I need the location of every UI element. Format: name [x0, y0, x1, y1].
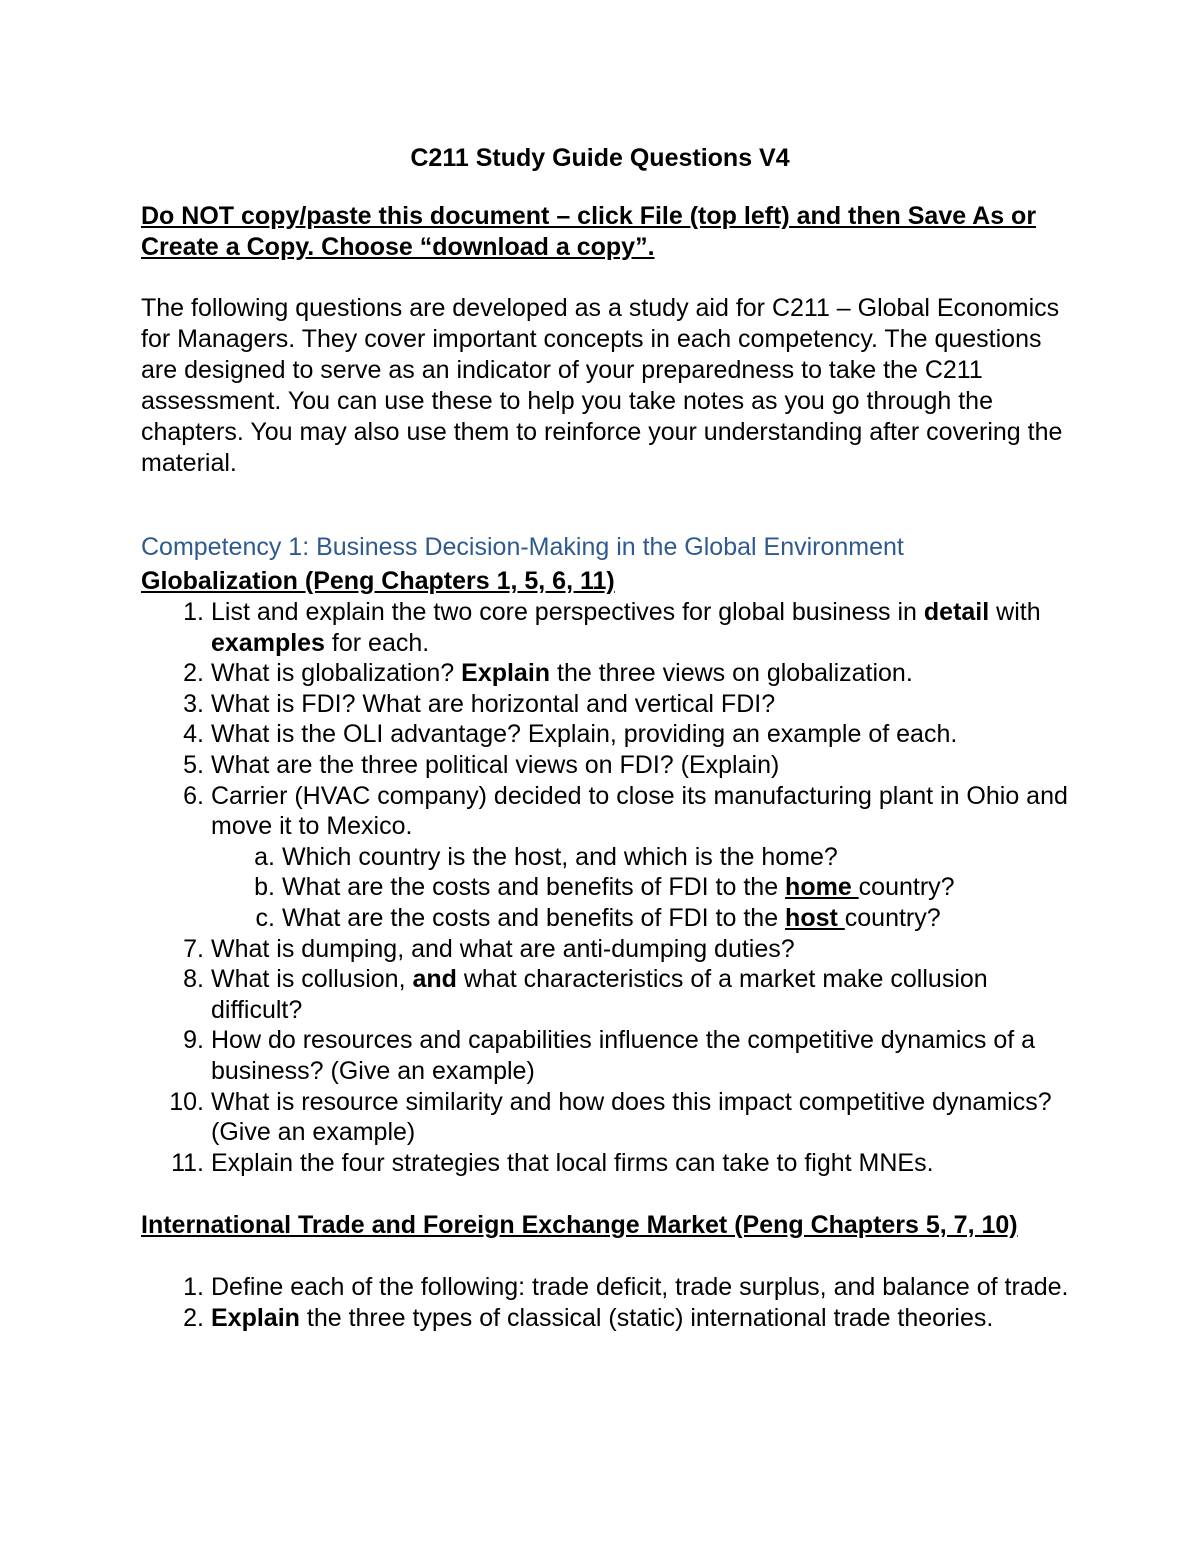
list-item: 2. Explain the three types of classical (static) international trade theories.: [0, 1303, 1200, 1334]
item-number: 5.: [183, 750, 204, 779]
item-number: 7.: [183, 934, 204, 963]
document-title: C211 Study Guide Questions V4: [410, 144, 790, 172]
sub-list-item: a. Which country is the host, and which is the home?: [211, 842, 1080, 873]
list-item: 9. How do resources and capabilities influence the competitive dynamics of a business? (Give an example): [0, 1025, 1200, 1086]
item-number: 1.: [183, 1273, 204, 1301]
item-number: 11.: [171, 1148, 204, 1177]
list-item: 7. What is dumping, and what are anti-dumping duties?: [0, 934, 1200, 965]
list-item: 1. List and explain the two core perspectives for global business in detail with examples for each.: [0, 597, 1200, 658]
item-number: 1.: [183, 598, 204, 626]
list-item: 3. What is FDI? What are horizontal and vertical FDI?: [0, 689, 1200, 720]
sub-list-item: b. What are the costs and benefits of FDI to the home country?: [211, 872, 1080, 903]
item-number: 8.: [183, 965, 204, 994]
globalization-question-list: [0, 597, 1200, 1178]
item-number: 2.: [183, 659, 204, 688]
sub-item-letter: c.: [255, 903, 275, 932]
list-item: 1. Define each of the following: trade deficit, trade surplus, and balance of trade.: [0, 1272, 1200, 1303]
sub-list-item: c. What are the costs and benefits of FDI to the host country?: [211, 903, 1080, 934]
item-number: 6.: [183, 781, 204, 810]
item-number: 10.: [169, 1087, 204, 1116]
list-item: 8. What is collusion, and what characteristics of a market make collusion difficult?: [0, 964, 1200, 1025]
list-item: 10. What is resource similarity and how does this impact competitive dynamics? (Give an example): [0, 1087, 1200, 1148]
competency-1-heading: Competency 1: Business Decision-Making in the Global Environment: [141, 533, 904, 561]
sub-question-list: [211, 842, 1080, 934]
list-item: 5. What are the three political views on FDI? (Explain): [0, 750, 1200, 781]
intro-paragraph: The following questions are developed as a study aid for C211 – Global Economics for Managers. They cover important concepts in each competency. The questions are designed to serve as an indicator of your preparedness to take the C211 assessment. You can use these to help you take notes as you go through the chapters. You may also use them to reinforce your understanding after covering the material.: [141, 294, 1063, 477]
list-item: 11. Explain the four strategies that local firms can take to fight MNEs.: [0, 1148, 1200, 1179]
globalization-heading: Globalization (Peng Chapters 1, 5, 6, 11): [141, 567, 615, 595]
item-number: 3.: [183, 689, 204, 718]
trade-question-list: [0, 1272, 1200, 1333]
item-number: 9.: [183, 1026, 204, 1055]
list-item: 2. What is globalization? Explain the three views on globalization.: [0, 658, 1200, 689]
copy-warning: Do NOT copy/paste this document – click File (top left) and then Save As or Create a Copy. Choose “download a copy”.: [141, 202, 1037, 261]
list-item: 4. What is the OLI advantage? Explain, providing an example of each.: [0, 719, 1200, 750]
list-item: 6. Carrier (HVAC company) decided to close its manufacturing plant in Ohio and move it to Mexico. a. Which country is the host, and which is the home? b. What are the costs and benefits of FDI to the home country? c. What are the costs and benefits of FDI to the host country?: [0, 781, 1200, 934]
item-number: 4.: [183, 720, 204, 749]
trade-heading: International Trade and Foreign Exchange Market (Peng Chapters 5, 7, 10): [141, 1211, 1018, 1239]
sub-item-letter: b.: [254, 873, 275, 902]
sub-item-letter: a.: [254, 842, 275, 871]
item-number: 2.: [183, 1303, 204, 1332]
